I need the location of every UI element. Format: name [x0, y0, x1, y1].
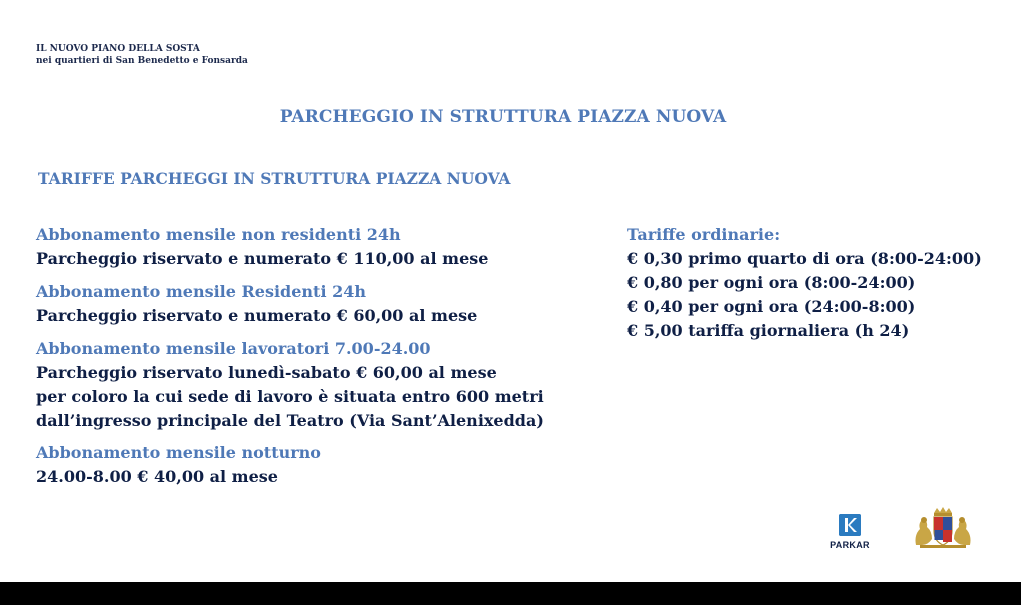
parkar-logo [826, 514, 874, 550]
header-line-2: nei quartieri di San Benedetto e Fonsarda [36, 56, 248, 66]
parkar-logo-icon [839, 514, 861, 536]
tariff-label: Abbonamento mensile non residenti 24h [36, 225, 401, 244]
tariff-block-non-residenti [36, 223, 488, 271]
page-title: PARCHEGGIO IN STRUTTURA PIAZZA NUOVA [279, 107, 727, 127]
header [36, 43, 248, 67]
tariff-line: dall’ingresso principale del Teatro (Via Sant’Alenixedda) [36, 411, 544, 430]
header-line-1: IL NUOVO PIANO DELLA SOSTA [36, 44, 200, 54]
tariff-block-notturno [36, 441, 321, 489]
tariff-label: Abbonamento mensile lavoratori 7.00-24.00 [36, 339, 431, 358]
tariff-line: € 0,30 primo quarto di ora (8:00-24:00) [627, 249, 982, 268]
tariff-line: € 0,40 per ogni ora (24:00-8:00) [627, 297, 916, 316]
tariff-line: € 0,80 per ogni ora (8:00-24:00) [627, 273, 916, 292]
footer-bar [0, 582, 1021, 605]
tariffe-ordinarie-label: Tariffe ordinarie: [627, 225, 781, 244]
tariff-line: Parcheggio riservato e numerato € 60,00 al mese [36, 306, 478, 325]
tariff-line: per coloro la cui sede di lavoro è situata entro 600 metri [36, 387, 544, 406]
tariff-block-residenti [36, 280, 477, 328]
section-title: TARIFFE PARCHEGGI IN STRUTTURA PIAZZA NUOVA [38, 169, 511, 188]
tariff-line: Parcheggio riservato e numerato € 110,00 al mese [36, 249, 489, 268]
tariff-label: Abbonamento mensile Residenti 24h [36, 282, 366, 301]
tariffe-ordinarie [627, 223, 982, 343]
tariff-line: € 5,00 tariffa giornaliera (h 24) [627, 321, 910, 340]
tariff-line: 24.00-8.00 € 40,00 al mese [36, 467, 278, 486]
coat-of-arms-icon [910, 505, 976, 549]
tariff-line: Parcheggio riservato lunedì-sabato € 60,00 al mese [36, 363, 497, 382]
tariff-label: Abbonamento mensile notturno [36, 443, 321, 462]
tariff-block-lavoratori [36, 337, 544, 433]
parkar-logo-text: PARKAR [830, 540, 870, 550]
